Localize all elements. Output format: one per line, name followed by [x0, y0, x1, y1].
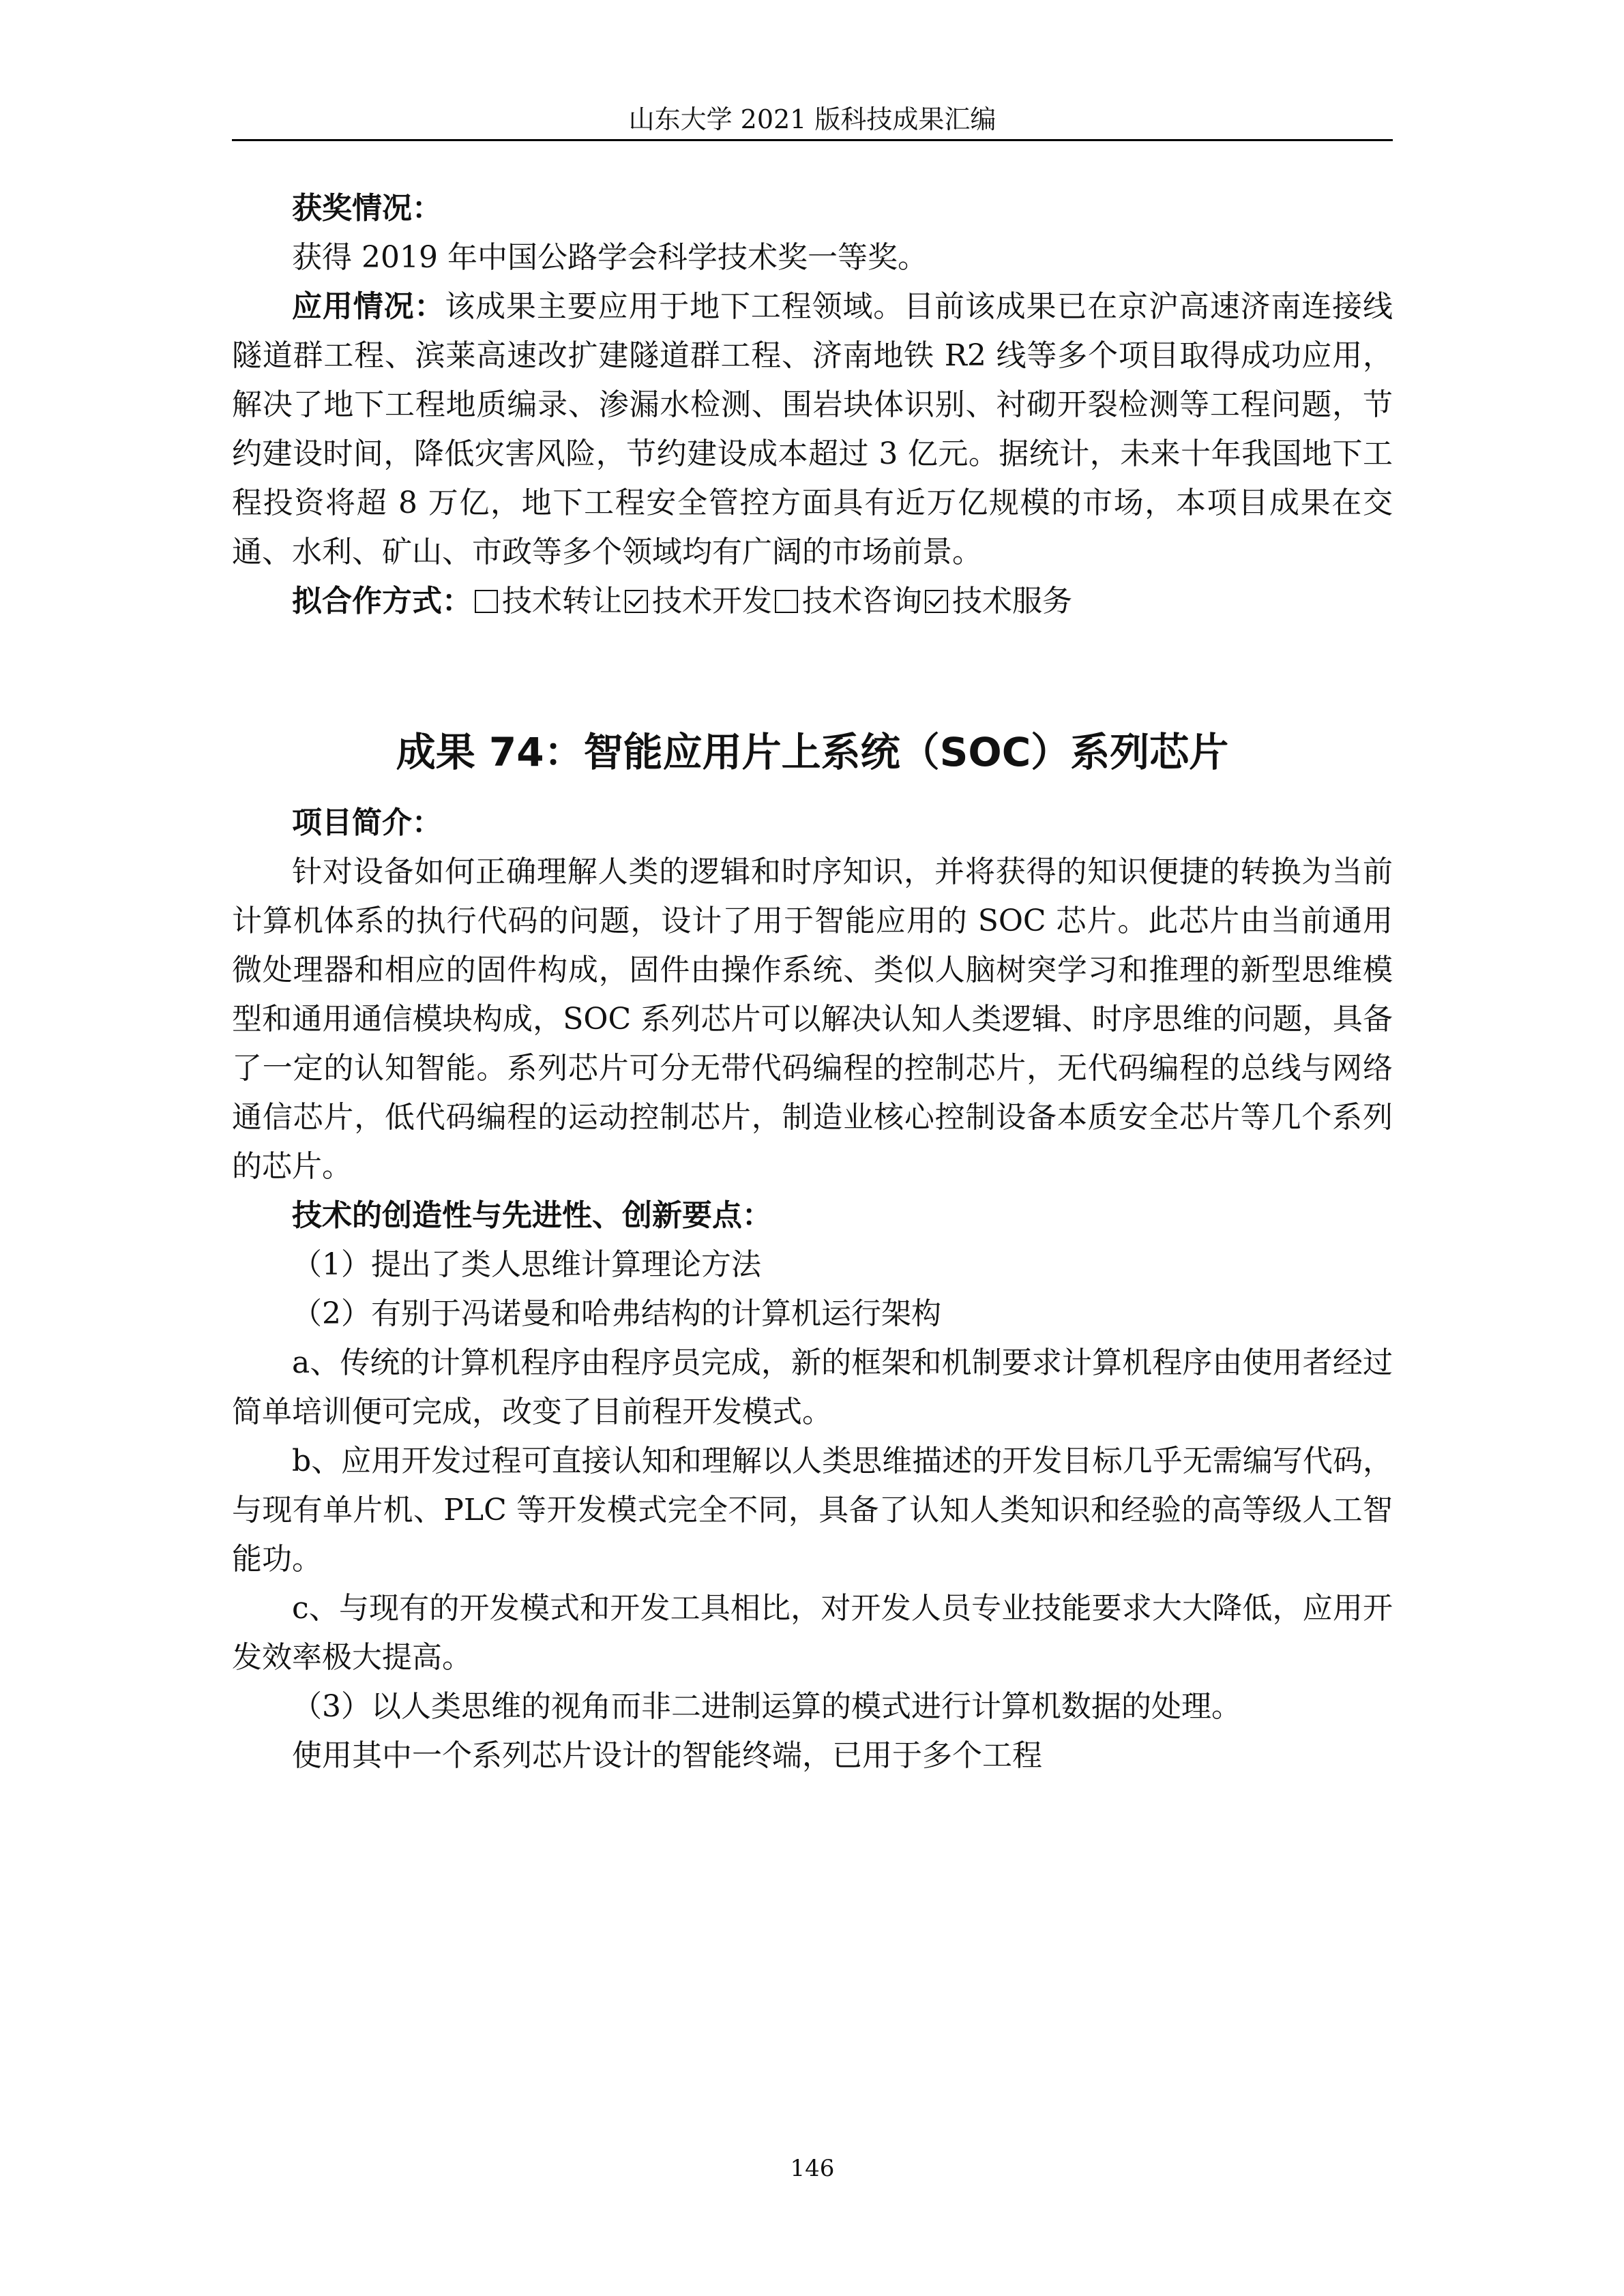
innovation-item-2: （2）有别于冯诺曼和哈弗结构的计算机运行架构	[292, 1296, 941, 1331]
checkbox-option-4	[925, 590, 948, 613]
application-text: 该成果主要应用于地下工程领域。目前该成果已在京沪高速济南连接线隧道群工程、滨莱高速改扩建隧道群工程、济南地铁 R2 线等多个项目取得成功应用，解决了地下工程地质编录、渗漏水检测、围岩块体识别、衬砌开裂检测等工程问题，节约建设时间，降低灾害风险，节约建设成本超过 3 亿元。据统计，未来十年我国地下工程投资将超 8 万亿，地下工程安全管控方面具有近万亿规模的市场，本项目成果在交通、水利、矿山、市政等多个领域均有广阔的市场前景。	[232, 289, 1393, 569]
innovation-item-5: c、与现有的开发模式和开发工具相比，对开发人员专业技能要求大大降低，应用开发效率极大提高。	[232, 1591, 1393, 1675]
option-label-2: 技术开发	[652, 584, 772, 618]
header-divider	[232, 139, 1393, 141]
intro-text: 针对设备如何正确理解人类的逻辑和时序知识，并将获得的知识便捷的转换为当前计算机体系的执行代码的问题，设计了用于智能应用的 SOC 芯片。此芯片由当前通用微处理器和相应的固件构成，固件由操作系统、类似人脑树突学习和推理的新型思维模型和通用通信模块构成，SOC 系列芯片可以解决认知人类逻辑、时序思维的问题，具备了一定的认知智能。系列芯片可分无带代码编程的控制芯片，无代码编程的总线与网络通信芯片，低代码编程的运动控制芯片，制造业核心控制设备本质安全芯片等几个系列的芯片。	[232, 854, 1393, 1184]
award-heading: 获奖情况：	[292, 191, 442, 226]
innovation-item-1: （1）提出了类人思维计算理论方法	[292, 1247, 761, 1282]
innovation-item-3: a、传统的计算机程序由程序员完成，新的框架和机制要求计算机程序由使用者经过简单培训便可完成，改变了目前程开发模式。	[232, 1345, 1393, 1429]
running-header: 山东大学 2021 版科技成果汇编	[628, 104, 996, 134]
option-label-4: 技术服务	[952, 584, 1072, 618]
innovation-item-6: （3）以人类思维的视角而非二进制运算的模式进行计算机数据的处理。	[292, 1689, 1241, 1724]
cooperation-heading: 拟合作方式：	[292, 584, 472, 618]
checkbox-option-3	[775, 590, 798, 613]
section-title: 成果 74：智能应用片上系统（SOC）系列芯片	[396, 729, 1229, 775]
application-paragraph	[232, 282, 1393, 577]
innovation-item-4: b、应用开发过程可直接认知和理解以人类思维描述的开发目标几乎无需编写代码，与现有单片机、PLC 等开发模式完全不同，具备了认知人类知识和经验的高等级人工智能功。	[232, 1444, 1393, 1577]
innovation-heading: 技术的创造性与先进性、创新要点：	[292, 1198, 772, 1233]
intro-heading: 项目简介：	[292, 805, 442, 840]
page-number: 146	[790, 2155, 835, 2182]
application-heading: 应用情况：	[292, 289, 445, 324]
page-body	[232, 184, 1393, 1780]
checkbox-option-1	[475, 590, 498, 613]
cooperation-line	[232, 577, 1393, 626]
option-label-1: 技术转让	[502, 584, 622, 618]
award-text: 获得 2019 年中国公路学会科学技术奖一等奖。	[292, 240, 928, 275]
innovation-item-7: 使用其中一个系列芯片设计的智能终端，已用于多个工程	[292, 1738, 1042, 1773]
checkbox-option-2	[625, 590, 648, 613]
option-label-3: 技术咨询	[802, 584, 922, 618]
